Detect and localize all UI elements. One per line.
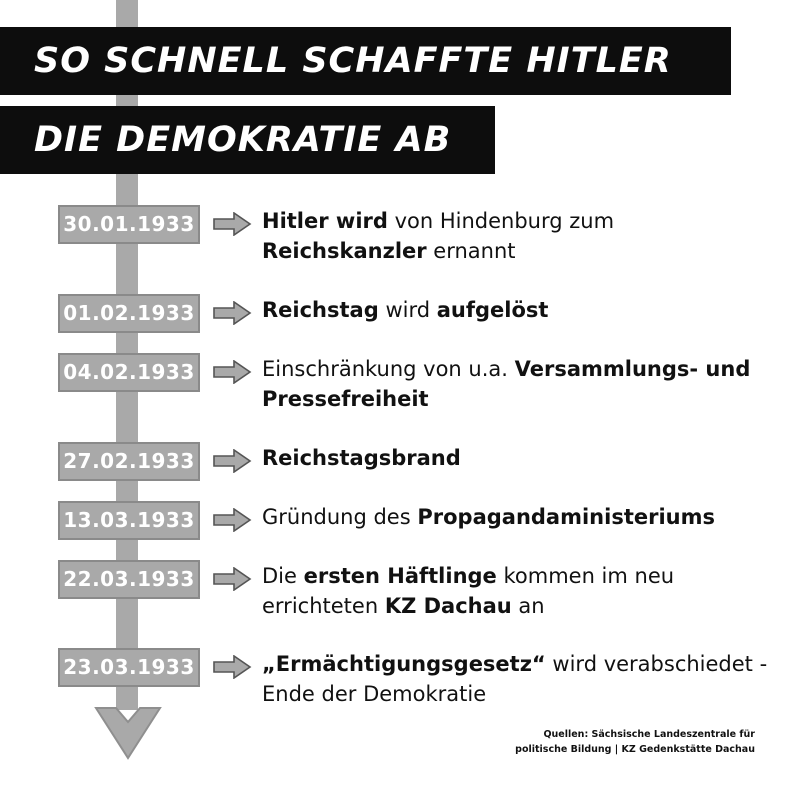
right-arrow-icon [212,301,252,325]
event-text: Einschränkung von u.a. Versammlungs- und Pressefreiheit [262,357,751,411]
right-arrow-icon [212,567,252,591]
date-badge: 13.03.1933 [58,501,200,540]
right-arrow-icon [212,449,252,473]
date-badge: 22.03.1933 [58,560,200,599]
title-line-2: DIE DEMOKRATIE AB [0,106,495,174]
event-text: Die ersten Häftlinge kommen im neu errichteten KZ Dachau an [262,564,675,618]
date-badge: 01.02.1933 [58,294,200,333]
event-text: Reichstag wird aufgelöst [262,298,549,322]
event-text: Reichstagsbrand [262,446,461,470]
source-line-2: politische Bildung | KZ Gedenkstätte Dachau [515,744,755,755]
right-arrow-icon [212,360,252,384]
right-arrow-icon [212,655,252,679]
event-text: Hitler wird von Hindenburg zum Reichskanzler ernannt [262,209,615,263]
date-badge: 30.01.1933 [58,205,200,244]
date-badge: 27.02.1933 [58,442,200,481]
date-badge: 23.03.1933 [58,648,200,687]
timeline-down-arrow-icon [92,702,164,762]
event-text: Gründung des Propagandaministeriums [262,505,715,529]
event-text: „Ermächtigungsgesetz“ wird verabschiedet - Ende der Demokratie [262,652,768,706]
right-arrow-icon [212,212,252,236]
date-badge: 04.02.1933 [58,353,200,392]
source-line-1: Quellen: Sächsische Landeszentrale für [543,729,755,740]
right-arrow-icon [212,508,252,532]
source-credit [515,727,755,757]
title-line-1: SO SCHNELL SCHAFFTE HITLER [0,27,731,95]
